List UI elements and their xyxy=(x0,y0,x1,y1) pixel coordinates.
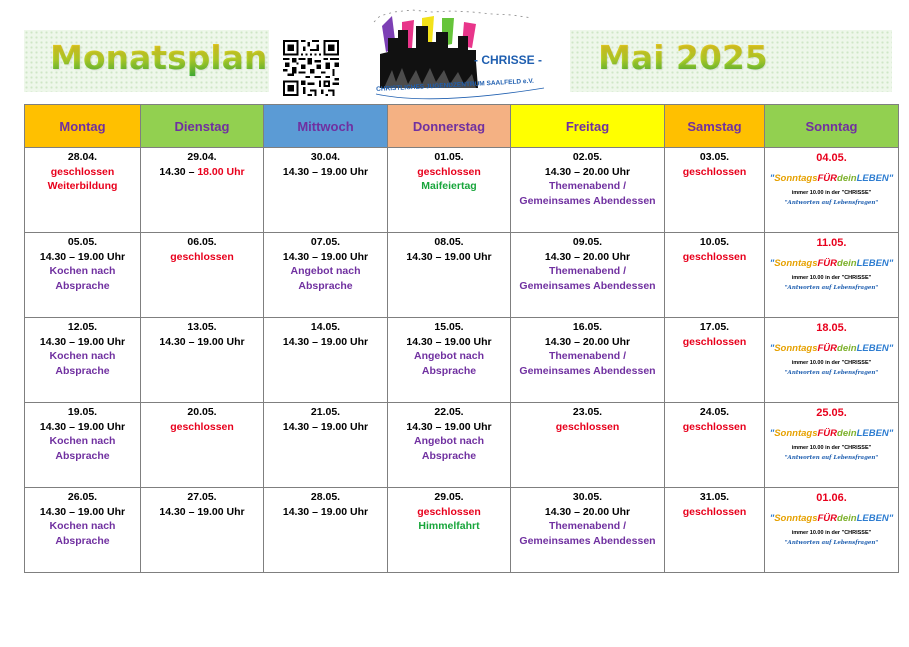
weekday-header-samstag: Samstag xyxy=(665,105,765,148)
day-date: 13.05. xyxy=(187,321,217,333)
logo-name: - CHRISSE - xyxy=(474,53,543,67)
day-date: 29.04. xyxy=(187,151,217,163)
day-info: Absprache xyxy=(421,449,477,462)
day-info: geschlossen xyxy=(417,505,481,518)
day-info: geschlossen xyxy=(682,335,747,348)
day-info: Absprache xyxy=(55,449,110,462)
day-date: 08.05. xyxy=(434,236,464,248)
day-info: Angebot nach xyxy=(414,435,484,447)
day-info: 14.30 – 19.00 Uhr xyxy=(282,505,369,518)
day-info: geschlossen xyxy=(682,250,747,263)
day-date: 06.05. xyxy=(187,236,217,248)
sunday-cell xyxy=(765,148,899,233)
day-date: 04.05. xyxy=(816,152,847,164)
day-cell xyxy=(141,148,264,233)
day-cell xyxy=(25,148,141,233)
day-cell xyxy=(25,403,141,488)
week-row xyxy=(25,233,899,318)
day-info: Themenabend / xyxy=(548,350,626,362)
day-cell xyxy=(264,403,388,488)
sunday-slogan: "SonntagsFÜRdeinLEBEN" xyxy=(769,427,894,439)
day-date: 07.05. xyxy=(310,236,341,248)
day-info: geschlossen xyxy=(682,165,747,178)
day-cell xyxy=(665,488,765,573)
day-info: Kochen nach xyxy=(49,265,116,277)
sunday-tagline: "Antworten auf Lebensfragen" xyxy=(784,540,879,546)
day-cell xyxy=(511,148,665,233)
day-date: 30.04. xyxy=(310,151,341,163)
sunday-slogan: "SonntagsFÜRdeinLEBEN" xyxy=(769,342,894,354)
day-info: Gemeinsames Abendessen xyxy=(519,279,656,292)
day-date: 26.05. xyxy=(67,491,98,503)
sunday-tagline: "Antworten auf Lebensfragen" xyxy=(784,200,879,206)
day-cell xyxy=(388,148,511,233)
sunday-time-note: immer 10.00 in der "CHRISSE" xyxy=(791,530,872,536)
sunday-tagline: "Antworten auf Lebensfragen" xyxy=(784,370,879,376)
week-row xyxy=(25,148,899,233)
weekday-header-dienstag: Dienstag xyxy=(141,105,264,148)
day-info: 14.30 – 19.00 Uhr xyxy=(159,505,245,518)
day-info: Kochen nach xyxy=(49,435,116,447)
day-cell xyxy=(511,488,665,573)
day-info: 14.30 – 20.00 Uhr xyxy=(544,250,631,263)
day-date: 01.06. xyxy=(816,492,847,504)
day-date: 23.05. xyxy=(572,406,603,418)
day-date: 15.05. xyxy=(434,321,464,333)
day-date: 05.05. xyxy=(67,236,98,248)
day-info-end-time: 18.00 Uhr xyxy=(197,165,245,178)
day-date: 12.05. xyxy=(67,321,98,333)
day-info: Absprache xyxy=(55,534,110,547)
day-cell xyxy=(25,233,141,318)
day-info: Absprache xyxy=(55,279,110,292)
day-info: 14.30 – 20.00 Uhr xyxy=(544,335,631,348)
sunday-cell xyxy=(765,233,899,318)
day-info: Kochen nach xyxy=(49,520,116,532)
day-info: 14.30 – 19.00 Uhr xyxy=(39,420,126,433)
day-info: Kochen nach xyxy=(49,350,116,362)
schedule-body xyxy=(25,148,899,573)
day-date: 20.05. xyxy=(187,406,217,418)
day-info: Themenabend / xyxy=(548,520,626,532)
weekday-header-montag: Montag xyxy=(25,105,141,148)
sunday-tagline: "Antworten auf Lebensfragen" xyxy=(784,455,879,461)
day-info: Angebot nach xyxy=(290,265,361,277)
week-row xyxy=(25,403,899,488)
day-cell xyxy=(264,148,388,233)
sunday-time-note: immer 10.00 in der "CHRISSE" xyxy=(791,275,872,281)
day-info: Weiterbildung xyxy=(47,180,118,192)
day-info: 14.30 – 19.00 Uhr xyxy=(406,335,492,348)
day-info: Absprache xyxy=(298,279,353,292)
sunday-slogan: "SonntagsFÜRdeinLEBEN" xyxy=(769,172,894,184)
day-info: 14.30 – 19.00 Uhr xyxy=(282,420,369,433)
day-info: geschlossen xyxy=(170,250,234,263)
day-info: geschlossen xyxy=(170,420,234,433)
day-date: 19.05. xyxy=(67,406,98,418)
day-date: 29.05. xyxy=(434,491,464,503)
day-date: 16.05. xyxy=(572,321,603,333)
sunday-cell xyxy=(765,318,899,403)
day-info: 14.30 – 19.00 Uhr xyxy=(159,335,245,348)
day-info: 14.30 – 19.00 Uhr xyxy=(282,165,369,178)
day-date: 27.05. xyxy=(187,491,217,503)
day-cell xyxy=(25,318,141,403)
day-cell xyxy=(388,488,511,573)
sunday-slogan: "SonntagsFÜRdeinLEBEN" xyxy=(769,512,894,524)
day-info: 14.30 – 19.00 Uhr xyxy=(282,250,369,263)
sunday-cell xyxy=(765,488,899,573)
day-date: 30.05. xyxy=(572,491,603,503)
day-info: 14.30 – 19.00 Uhr xyxy=(406,250,492,263)
month-title: Mai 2025 xyxy=(598,38,768,77)
day-info: 14.30 – 20.00 Uhr xyxy=(544,165,631,178)
day-info: Absprache xyxy=(55,364,110,377)
day-info: 14.30 – 19.00 Uhr xyxy=(282,335,369,348)
weekday-header-sonntag: Sonntag xyxy=(765,105,899,148)
day-date: 24.05. xyxy=(699,406,730,418)
day-cell xyxy=(388,318,511,403)
day-info: geschlossen xyxy=(417,165,481,178)
day-cell xyxy=(141,233,264,318)
day-cell xyxy=(388,403,511,488)
week-row xyxy=(25,318,899,403)
qr-code xyxy=(283,40,339,96)
day-info: 14.30 – 19.00 Uhr xyxy=(406,420,492,433)
day-info: Gemeinsames Abendessen xyxy=(519,364,656,377)
day-info: geschlossen xyxy=(682,420,747,433)
day-date: 18.05. xyxy=(816,322,847,334)
day-cell xyxy=(511,233,665,318)
day-cell xyxy=(264,318,388,403)
schedule-table xyxy=(24,104,899,573)
day-date: 01.05. xyxy=(434,151,464,163)
chrisse-logo xyxy=(372,8,547,100)
day-cell xyxy=(264,488,388,573)
weekday-header-mittwoch: Mittwoch xyxy=(264,105,388,148)
week-row xyxy=(25,488,899,573)
day-info: 14.30 – 19.00 Uhr xyxy=(39,250,126,263)
day-info: 14.30 – 19.00 Uhr xyxy=(39,335,126,348)
day-cell xyxy=(511,403,665,488)
day-cell xyxy=(665,148,765,233)
sunday-tagline: "Antworten auf Lebensfragen" xyxy=(784,285,879,291)
day-cell xyxy=(665,233,765,318)
sunday-time-note: immer 10.00 in der "CHRISSE" xyxy=(791,360,872,366)
sunday-cell xyxy=(765,403,899,488)
day-cell xyxy=(665,403,765,488)
day-date: 31.05. xyxy=(699,491,730,503)
weekday-header-freitag: Freitag xyxy=(511,105,665,148)
day-cell xyxy=(25,488,141,573)
day-info: geschlossen xyxy=(50,165,115,178)
day-date: 02.05. xyxy=(572,151,603,163)
sunday-time-note: immer 10.00 in der "CHRISSE" xyxy=(791,445,872,451)
page-title: Monatsplan xyxy=(50,38,268,77)
day-info: Angebot nach xyxy=(414,350,484,362)
day-date: 10.05. xyxy=(699,236,730,248)
day-date: 28.04. xyxy=(67,151,98,163)
day-cell xyxy=(141,488,264,573)
sunday-slogan: "SonntagsFÜRdeinLEBEN" xyxy=(769,257,894,269)
day-info: geschlossen xyxy=(555,420,620,433)
day-cell xyxy=(665,318,765,403)
day-info: 14.30 – 19.00 Uhr xyxy=(39,505,126,518)
day-info: Maifeiertag xyxy=(421,180,477,192)
day-cell xyxy=(511,318,665,403)
day-info: Gemeinsames Abendessen xyxy=(519,534,656,547)
day-date: 11.05. xyxy=(816,237,847,249)
day-info: Themenabend / xyxy=(548,180,626,192)
day-info: 14.30 – 18.00 Uhr xyxy=(159,165,245,178)
day-cell xyxy=(264,233,388,318)
day-date: 25.05. xyxy=(816,407,847,419)
weekday-header-row xyxy=(25,105,899,148)
day-info: Himmelfahrt xyxy=(418,520,480,532)
day-date: 17.05. xyxy=(699,321,730,333)
day-date: 21.05. xyxy=(310,406,341,418)
day-info: 14.30 – 20.00 Uhr xyxy=(544,505,631,518)
day-info: Absprache xyxy=(421,364,477,377)
day-date: 09.05. xyxy=(572,236,603,248)
sunday-time-note: immer 10.00 in der "CHRISSE" xyxy=(791,190,872,196)
day-cell xyxy=(141,403,264,488)
day-date: 28.05. xyxy=(310,491,341,503)
day-info: Themenabend / xyxy=(548,265,626,277)
day-cell xyxy=(388,233,511,318)
day-date: 22.05. xyxy=(434,406,464,418)
day-date: 03.05. xyxy=(699,151,730,163)
day-date: 14.05. xyxy=(310,321,341,333)
day-cell xyxy=(141,318,264,403)
day-info: Gemeinsames Abendessen xyxy=(519,194,656,207)
logo-org: CHRISTLICHES JUGENDZENTRUM SAALFELD e.V. xyxy=(376,77,535,93)
day-info: geschlossen xyxy=(682,505,747,518)
weekday-header-donnerstag: Donnerstag xyxy=(388,105,511,148)
